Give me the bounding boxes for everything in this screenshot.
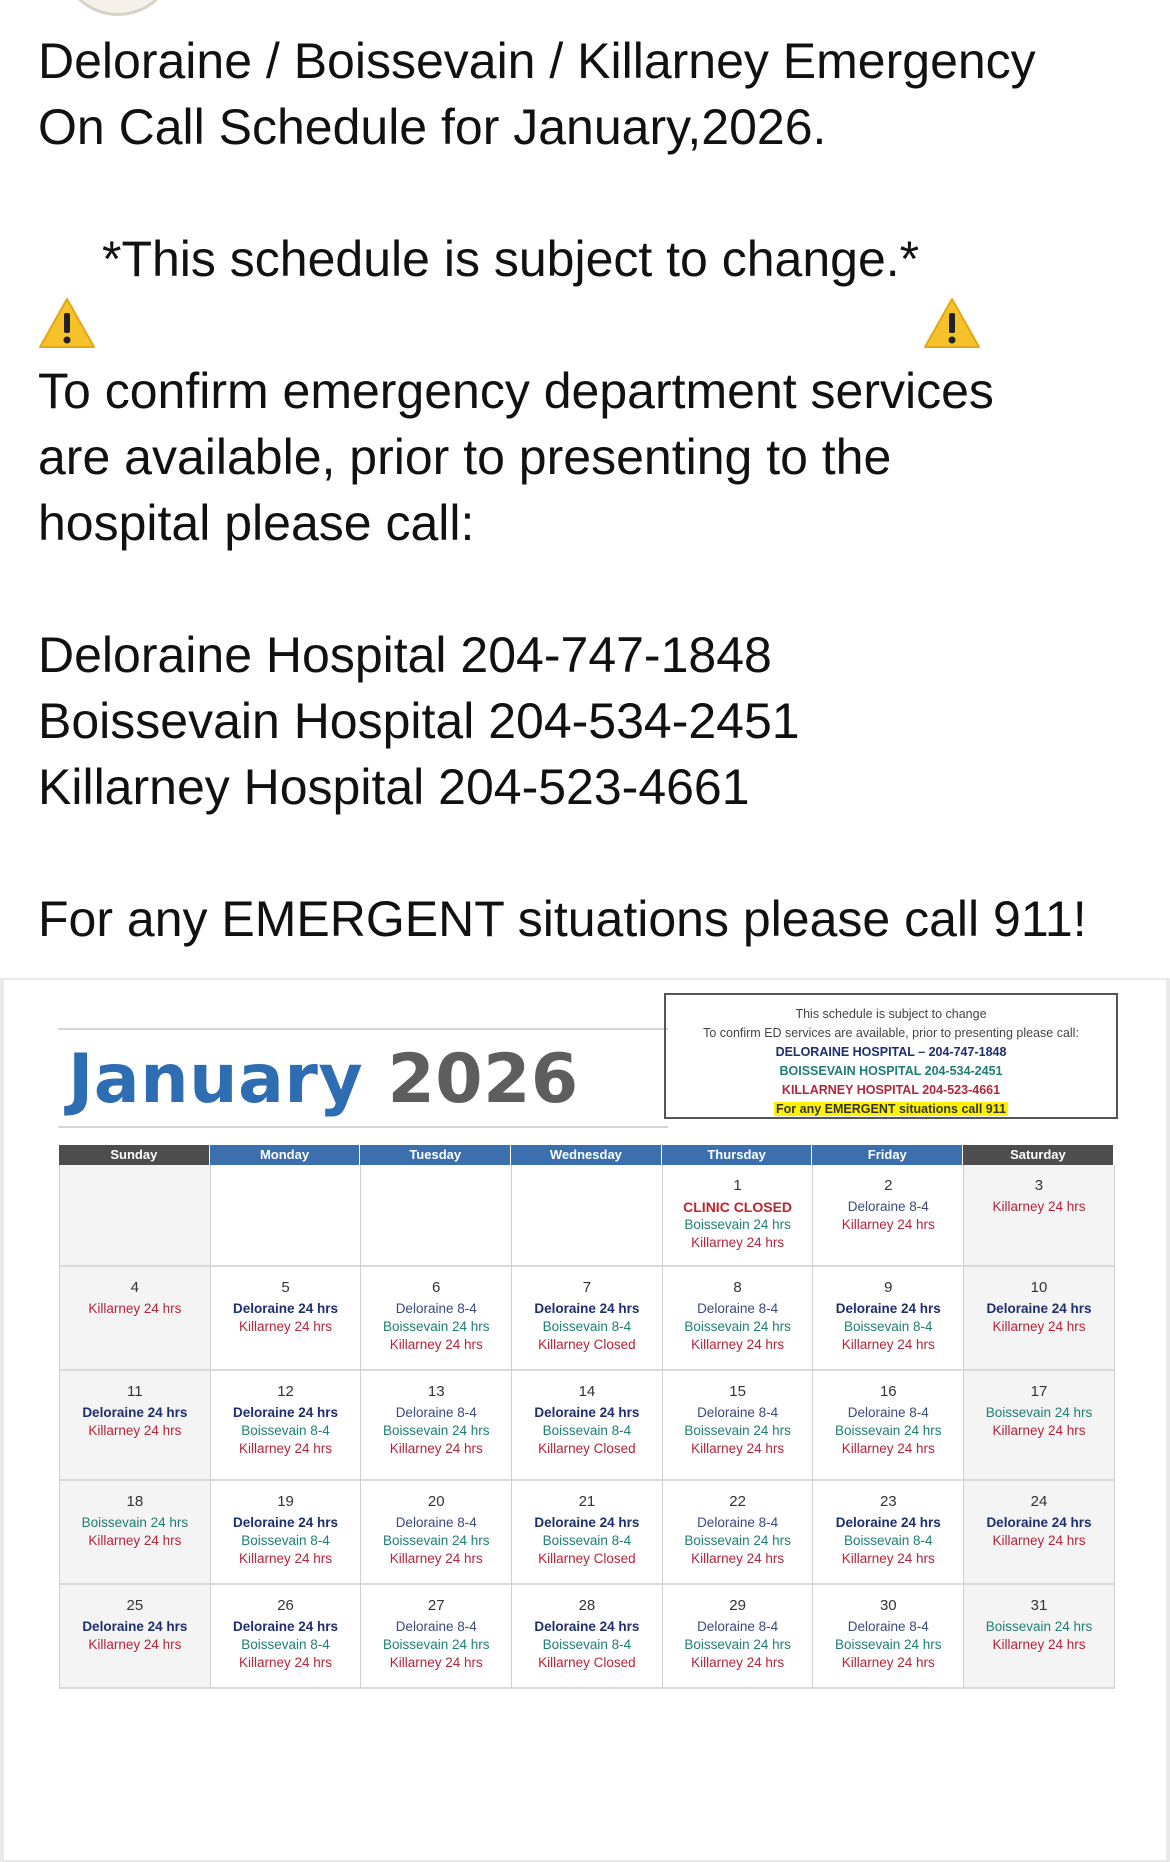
schedule-entry: Killarney Closed bbox=[538, 1337, 636, 1352]
schedule-entry: Killarney Closed bbox=[538, 1551, 636, 1566]
weekday-thursday: Thursday bbox=[662, 1145, 813, 1165]
schedule-entry: Killarney 24 hrs bbox=[691, 1551, 785, 1566]
day-cell bbox=[361, 1481, 512, 1585]
schedule-entry: Deloraine 24 hrs bbox=[82, 1619, 188, 1634]
calendar-week bbox=[59, 1481, 1114, 1585]
schedule-entry: Deloraine 24 hrs bbox=[986, 1515, 1092, 1530]
day-number: 14 bbox=[578, 1383, 596, 1400]
schedule-entry: Deloraine 24 hrs bbox=[233, 1515, 339, 1530]
schedule-entry: Boissevain 24 hrs bbox=[684, 1637, 791, 1652]
day-number: 2 bbox=[884, 1177, 893, 1194]
weekday-header bbox=[59, 1145, 1114, 1165]
schedule-entry: Deloraine 8-4 bbox=[395, 1515, 477, 1530]
schedule-image[interactable] bbox=[0, 978, 1170, 1862]
schedule-entry: Killarney 24 hrs bbox=[88, 1301, 182, 1316]
schedule-entry: Deloraine 8-4 bbox=[697, 1619, 779, 1634]
schedule-entry: Killarney 24 hrs bbox=[389, 1655, 483, 1670]
day-cell bbox=[60, 1585, 211, 1689]
weekday-monday: Monday bbox=[210, 1145, 361, 1165]
schedule-entry: Killarney 24 hrs bbox=[841, 1551, 935, 1566]
schedule-entry: Deloraine 8-4 bbox=[395, 1405, 477, 1420]
day-number: 8 bbox=[733, 1279, 742, 1296]
schedule-entry: Boissevain 8-4 bbox=[241, 1423, 330, 1438]
schedule-entry: Deloraine 8-4 bbox=[697, 1405, 779, 1420]
schedule-entry: Killarney 24 hrs bbox=[239, 1441, 333, 1456]
schedule-entry: Deloraine 24 hrs bbox=[835, 1515, 941, 1530]
day-cell bbox=[663, 1481, 814, 1585]
day-number: 10 bbox=[1030, 1279, 1048, 1296]
schedule-entry: Boissevain 24 hrs bbox=[684, 1217, 791, 1232]
notice-box bbox=[664, 993, 1118, 1119]
schedule-entry: CLINIC CLOSED bbox=[683, 1199, 793, 1215]
schedule-entry: Deloraine 24 hrs bbox=[534, 1301, 640, 1316]
schedule-entry: Killarney 24 hrs bbox=[841, 1217, 935, 1232]
day-cell bbox=[512, 1585, 663, 1689]
day-number: 21 bbox=[578, 1493, 596, 1510]
day-cell bbox=[361, 1165, 512, 1267]
day-cell bbox=[964, 1267, 1115, 1371]
schedule-entry: Boissevain 24 hrs bbox=[382, 1533, 490, 1548]
day-cell bbox=[512, 1371, 663, 1481]
weekday-wednesday: Wednesday bbox=[511, 1145, 662, 1165]
notice-killarney: KILLARNEY HOSPITAL 204-523-4661 bbox=[781, 1083, 1001, 1097]
day-cell bbox=[60, 1371, 211, 1481]
notice-line: To confirm ED services are available, prior to presenting please call: bbox=[703, 1026, 1079, 1040]
schedule-entry: Killarney 24 hrs bbox=[992, 1533, 1086, 1548]
schedule-entry: Boissevain 24 hrs bbox=[684, 1533, 791, 1548]
schedule-entry: Boissevain 24 hrs bbox=[985, 1619, 1093, 1634]
calendar-week bbox=[59, 1585, 1114, 1689]
schedule-entry: Boissevain 24 hrs bbox=[382, 1319, 490, 1334]
day-number: 4 bbox=[130, 1279, 140, 1296]
schedule-entry: Killarney 24 hrs bbox=[841, 1337, 935, 1352]
day-cell bbox=[211, 1267, 362, 1371]
schedule-entry: Boissevain 8-4 bbox=[844, 1319, 933, 1334]
day-cell bbox=[361, 1371, 512, 1481]
day-cell bbox=[663, 1165, 814, 1267]
day-number: 17 bbox=[1030, 1383, 1048, 1400]
schedule-entry: Killarney 24 hrs bbox=[88, 1423, 182, 1438]
day-number: 19 bbox=[277, 1493, 294, 1510]
weekday-tuesday: Tuesday bbox=[360, 1145, 511, 1165]
confirm-text: To confirm emergency department services are available, prior to presenting to the hospital please call: bbox=[38, 363, 994, 551]
schedule-entry: Boissevain 24 hrs bbox=[985, 1405, 1093, 1420]
day-number: 5 bbox=[281, 1279, 290, 1296]
day-cell bbox=[60, 1165, 211, 1267]
schedule-entry: Deloraine 24 hrs bbox=[233, 1405, 339, 1420]
phone-deloraine: Deloraine Hospital 204-747-1848 bbox=[38, 627, 772, 683]
schedule-entry: Killarney 24 hrs bbox=[691, 1337, 785, 1352]
day-cell bbox=[211, 1371, 362, 1481]
day-cell bbox=[361, 1267, 512, 1371]
schedule-entry: Boissevain 8-4 bbox=[542, 1533, 632, 1548]
schedule-entry: Killarney Closed bbox=[538, 1441, 636, 1456]
warning-text: *This schedule is subject to change.* bbox=[102, 231, 920, 287]
schedule-entry: Boissevain 24 hrs bbox=[382, 1423, 490, 1438]
schedule-entry: Boissevain 8-4 bbox=[542, 1423, 632, 1438]
schedule-entry: Boissevain 24 hrs bbox=[835, 1637, 942, 1652]
day-number: 29 bbox=[729, 1597, 746, 1614]
warning-icon bbox=[38, 231, 96, 283]
day-number: 28 bbox=[578, 1597, 596, 1614]
highlighted-text: For any EMERGENT situations call 911 bbox=[776, 1102, 1006, 1116]
schedule-entry: Killarney 24 hrs bbox=[389, 1337, 483, 1352]
schedule-entry: Deloraine 8-4 bbox=[847, 1405, 929, 1420]
schedule-entry: Killarney 24 hrs bbox=[239, 1551, 333, 1566]
day-number: 20 bbox=[427, 1493, 445, 1510]
day-cell bbox=[663, 1585, 814, 1689]
day-cell bbox=[964, 1585, 1115, 1689]
weekday-friday: Friday bbox=[812, 1145, 963, 1165]
day-cell bbox=[361, 1585, 512, 1689]
notice-line: This schedule is subject to change bbox=[795, 1007, 987, 1021]
notice-boissevain: BOISSEVAIN HOSPITAL 204-534-2451 bbox=[779, 1064, 1003, 1078]
schedule-entry: Boissevain 24 hrs bbox=[382, 1637, 490, 1652]
schedule-entry: Killarney 24 hrs bbox=[992, 1319, 1086, 1334]
day-number: 6 bbox=[432, 1279, 441, 1296]
schedule-entry: Boissevain 24 hrs bbox=[684, 1319, 791, 1334]
schedule-entry: Boissevain 8-4 bbox=[844, 1533, 933, 1548]
day-number: 27 bbox=[427, 1597, 445, 1614]
schedule-entry: Deloraine 8-4 bbox=[395, 1301, 477, 1316]
phone-list bbox=[38, 622, 1148, 820]
weekday-sunday: Sunday bbox=[59, 1145, 210, 1165]
day-cell bbox=[663, 1267, 814, 1371]
day-cell bbox=[211, 1481, 362, 1585]
schedule-entry: Deloraine 24 hrs bbox=[986, 1301, 1092, 1316]
day-cell bbox=[60, 1481, 211, 1585]
schedule-entry: Killarney 24 hrs bbox=[691, 1441, 785, 1456]
schedule-entry: Killarney Closed bbox=[538, 1655, 636, 1670]
day-number: 16 bbox=[879, 1383, 897, 1400]
schedule-entry: Boissevain 8-4 bbox=[241, 1533, 330, 1548]
schedule-entry: Boissevain 8-4 bbox=[542, 1637, 632, 1652]
notice-emergent bbox=[666, 1100, 1116, 1119]
warning-line bbox=[38, 226, 1148, 292]
day-number: 25 bbox=[126, 1597, 144, 1614]
day-cell bbox=[512, 1165, 663, 1267]
notice-deloraine: DELORAINE HOSPITAL – 204-747-1848 bbox=[775, 1045, 1007, 1059]
calendar-week bbox=[59, 1165, 1114, 1267]
day-cell bbox=[663, 1371, 814, 1481]
day-number: 1 bbox=[733, 1177, 742, 1194]
day-number: 26 bbox=[277, 1597, 294, 1614]
day-cell bbox=[60, 1267, 211, 1371]
day-number: 31 bbox=[1030, 1597, 1048, 1614]
calendar-grid bbox=[59, 1145, 1114, 1689]
schedule-entry: Deloraine 24 hrs bbox=[835, 1301, 941, 1316]
month-title bbox=[68, 1040, 579, 1119]
day-cell bbox=[512, 1481, 663, 1585]
schedule-entry: Deloraine 24 hrs bbox=[534, 1619, 640, 1634]
phone-boissevain: Boissevain Hospital 204-534-2451 bbox=[38, 693, 800, 749]
avatar[interactable] bbox=[60, 0, 176, 16]
schedule-entry: Killarney 24 hrs bbox=[841, 1655, 935, 1670]
schedule-entry: Deloraine 24 hrs bbox=[534, 1405, 640, 1420]
month-year: 2026 bbox=[387, 1040, 579, 1119]
schedule-entry: Deloraine 24 hrs bbox=[82, 1405, 188, 1420]
calendar-weeks bbox=[59, 1165, 1114, 1689]
schedule-entry: Killarney 24 hrs bbox=[992, 1637, 1086, 1652]
schedule-entry: Killarney 24 hrs bbox=[389, 1551, 483, 1566]
day-number: 3 bbox=[1034, 1177, 1044, 1194]
month-name: January bbox=[68, 1040, 364, 1119]
schedule-entry: Killarney 24 hrs bbox=[88, 1637, 182, 1652]
day-cell bbox=[964, 1371, 1115, 1481]
day-cell bbox=[211, 1585, 362, 1689]
schedule-entry: Deloraine 8-4 bbox=[847, 1199, 929, 1214]
schedule-entry: Deloraine 8-4 bbox=[697, 1515, 779, 1530]
schedule-entry: Boissevain 8-4 bbox=[542, 1319, 632, 1334]
day-number: 30 bbox=[879, 1597, 897, 1614]
calendar-image bbox=[4, 980, 1166, 1860]
schedule-entry: Deloraine 24 hrs bbox=[233, 1301, 339, 1316]
day-number: 13 bbox=[427, 1383, 445, 1400]
day-cell bbox=[813, 1585, 964, 1689]
schedule-entry: Deloraine 8-4 bbox=[697, 1301, 779, 1316]
day-number: 9 bbox=[884, 1279, 893, 1296]
schedule-entry: Killarney 24 hrs bbox=[841, 1441, 935, 1456]
schedule-entry: Boissevain 8-4 bbox=[241, 1637, 330, 1652]
schedule-entry: Deloraine 24 hrs bbox=[534, 1515, 640, 1530]
warning-icon bbox=[923, 231, 981, 283]
emergent-text: For any EMERGENT situations please call 911! bbox=[38, 891, 1087, 947]
day-cell bbox=[813, 1371, 964, 1481]
schedule-entry: Boissevain 24 hrs bbox=[835, 1423, 942, 1438]
day-number: 22 bbox=[729, 1493, 746, 1510]
schedule-entry: Killarney 24 hrs bbox=[239, 1319, 333, 1334]
divider bbox=[58, 1028, 668, 1030]
day-cell bbox=[512, 1267, 663, 1371]
schedule-entry: Killarney 24 hrs bbox=[992, 1199, 1086, 1214]
schedule-entry: Killarney 24 hrs bbox=[691, 1235, 785, 1250]
day-number: 18 bbox=[126, 1493, 144, 1510]
day-cell bbox=[964, 1481, 1115, 1585]
schedule-entry: Killarney 24 hrs bbox=[992, 1423, 1086, 1438]
day-number: 7 bbox=[582, 1279, 592, 1296]
schedule-entry: Boissevain 24 hrs bbox=[684, 1423, 791, 1438]
day-cell bbox=[813, 1267, 964, 1371]
day-number: 12 bbox=[277, 1383, 294, 1400]
day-number: 24 bbox=[1030, 1493, 1048, 1510]
schedule-entry: Killarney 24 hrs bbox=[691, 1655, 785, 1670]
day-number: 11 bbox=[127, 1383, 143, 1400]
day-cell bbox=[813, 1481, 964, 1585]
calendar-week bbox=[59, 1267, 1114, 1371]
divider bbox=[58, 1126, 668, 1128]
day-cell bbox=[813, 1165, 964, 1267]
schedule-entry: Killarney 24 hrs bbox=[239, 1655, 333, 1670]
post-text bbox=[38, 28, 1148, 952]
post-title: Deloraine / Boissevain / Killarney Emergency On Call Schedule for January,2026. bbox=[38, 33, 1036, 155]
schedule-entry: Deloraine 24 hrs bbox=[233, 1619, 339, 1634]
day-cell bbox=[964, 1165, 1115, 1267]
schedule-entry: Deloraine 8-4 bbox=[847, 1619, 929, 1634]
weekday-saturday: Saturday bbox=[963, 1145, 1114, 1165]
schedule-entry: Boissevain 24 hrs bbox=[81, 1515, 189, 1530]
day-number: 15 bbox=[729, 1383, 746, 1400]
day-cell bbox=[211, 1165, 362, 1267]
schedule-entry: Killarney 24 hrs bbox=[88, 1533, 182, 1548]
schedule-entry: Deloraine 8-4 bbox=[395, 1619, 477, 1634]
phone-killarney: Killarney Hospital 204-523-4661 bbox=[38, 759, 750, 815]
calendar-week bbox=[59, 1371, 1114, 1481]
day-number: 23 bbox=[879, 1493, 897, 1510]
schedule-entry: Killarney 24 hrs bbox=[389, 1441, 483, 1456]
